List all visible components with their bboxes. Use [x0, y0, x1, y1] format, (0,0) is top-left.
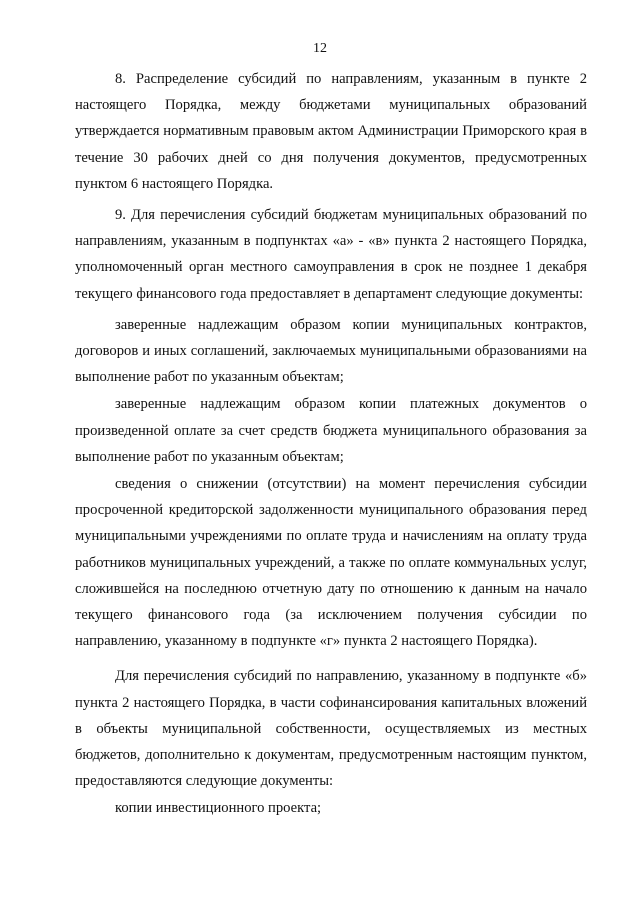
paragraph-capital-investments: Для перечисления субсидий по направлению, указанному в подпункте «б» пункта 2 настоящего Порядка, в части софинансирования капитальных вложений в объекты муниципальной собственности, осуществляемых из местных бюджетов, дополнительно к документам, предусмотренным настоящим пунктом, предоставляются следующие документы: [75, 668, 587, 790]
page-number: 12 [313, 41, 327, 56]
paragraph-9-transfer-documents: 9. Для перечисления субсидий бюджетам муниципальных образований по направлениям, указанным в подпунктах «а» - «в» пункта 2 настоящего Порядка, уполномоченный орган местного самоуправления в срок не позднее 1 декабря текущего финансового года предоставляет в департамент следующие документы: [75, 207, 587, 302]
paragraph-debt-information: сведения о снижении (отсутствии) на момент перечисления субсидии просроченной кредиторской задолженности муниципального образования перед муниципальными учреждениями по оплате труда и начислениям на оплату труда работников муниципальных учреждений, а также по оплате коммунальных услуг, сложившейся на последнюю отчетную дату по отношению к данным на начало текущего финансового года (за исключением получения субсидии по направлению, указанному в подпункте «г» пункта 2 настоящего Порядка). [75, 476, 587, 650]
paragraph-investment-project-copies: копии инвестиционного проекта; [115, 800, 322, 817]
paragraph-8-distribution: 8. Распределение субсидий по направлениям, указанным в пункте 2 настоящего Порядка, между бюджетами муниципальных образований утверждается нормативным правовым актом Администрации Приморского края в течение 30 рабочих дней со дня получения документов, предусмотренных пунктом 6 настоящего Порядка. [75, 71, 587, 192]
paragraph-contract-copies: заверенные надлежащим образом копии муниципальных контрактов, договоров и иных соглашений, заключаемых муниципальными образованиями на выполнение работ по указанным объектам; [75, 316, 587, 386]
document-body [75, 66, 587, 827]
paragraph-payment-documents: заверенные надлежащим образом копии платежных документов о произведенной оплате за счет средств бюджета муниципального образования за выполнение работ по указанным объектам; [75, 396, 587, 465]
